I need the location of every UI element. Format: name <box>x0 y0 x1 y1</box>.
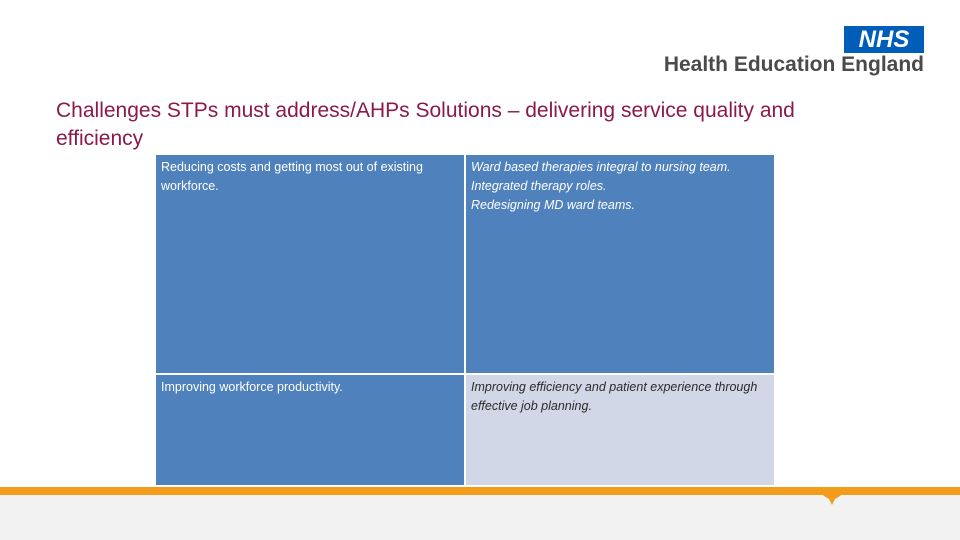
challenge-2-text: Improving workforce productivity. <box>161 380 343 394</box>
challenge-cell-1 <box>155 154 465 374</box>
footer-notch-icon <box>812 487 852 507</box>
challenge-1-text: Reducing costs and getting most out of existing workforce. <box>161 160 423 193</box>
solution-1-line-1: Ward based therapies integral to nursing team. <box>471 160 731 174</box>
solution-cell-2 <box>465 374 775 486</box>
solution-cell-1 <box>465 154 775 374</box>
slide-title: Challenges STPs must address/AHPs Solutions – delivering service quality and efficiency <box>56 99 795 150</box>
hee-logo <box>598 26 924 76</box>
solution-1-line-2: Integrated therapy roles. <box>471 179 607 193</box>
solution-2-line-1: Improving efficiency and patient experience through effective job planning. <box>471 380 758 413</box>
nhs-badge: NHS <box>844 26 924 53</box>
org-name: Health Education England <box>663 53 924 76</box>
challenges-table <box>155 154 775 486</box>
solution-1-line-3: Redesigning MD ward teams. <box>471 198 635 212</box>
challenge-cell-2 <box>155 374 465 486</box>
